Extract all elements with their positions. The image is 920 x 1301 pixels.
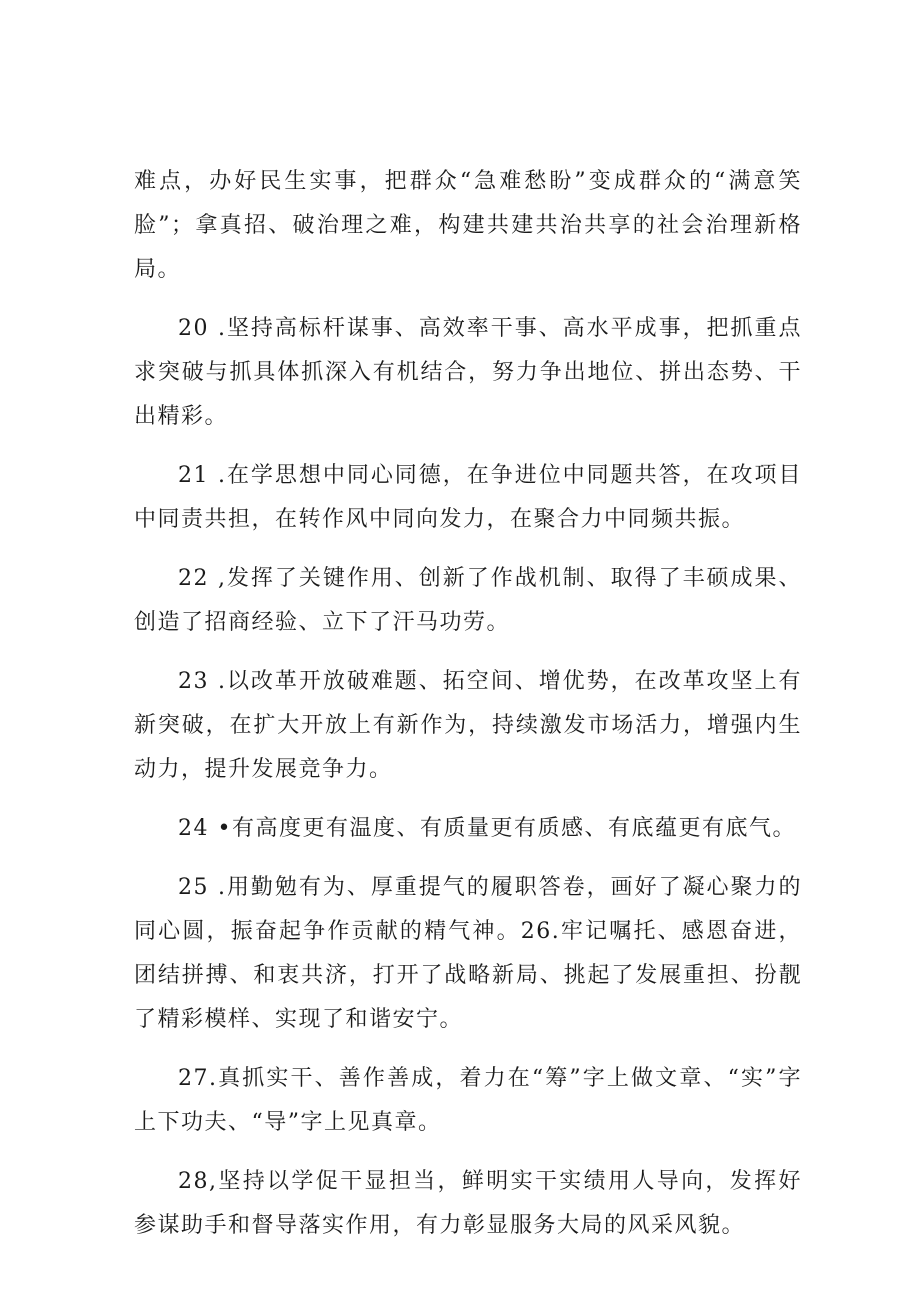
paragraph-item-27: 27.真抓实干、善作善成，着力在“筹”字上做文章、“实”字上下功夫、“导”字上见真章。	[134, 1066, 802, 1135]
paragraph-item-21: 21 .在学思想中同心同德，在争进位中同题共答，在攻项目中同责共担，在转作风中同向发力，在聚合力中同频共振。	[134, 463, 802, 532]
paragraph-item-23: 23 .以改革开放破难题、拓空间、增优势，在改革攻坚上有新突破，在扩大开放上有新作为，持续激发市场活力，增强内生动力，提升发展竞争力。	[134, 669, 802, 782]
paragraph-item-24: 24 •有高度更有温度、有质量更有质感、有底蕴更有底气。	[178, 816, 796, 841]
paragraph-item-20: 20 .坚持高标杆谋事、高效率干事、高水平成事，把抓重点求突破与抓具体抓深入有机结合，努力争出地位、拼出态势、干出精彩。	[134, 316, 802, 429]
paragraph-item-28: 28,坚持以学促干显担当，鲜明实干实绩用人导向，发挥好参谋助手和督导落实作用，有力彰显服务大局的风采风貌。	[134, 1169, 802, 1238]
paragraph-item-25-26: 25 .用勤勉有为、厚重提气的履职答卷，画好了凝心聚力的同心圆，振奋起争作贡献的精气神。26.牢记嘱托、感恩奋进，团结拼搏、和衷共济，打开了战略新局、挑起了发展重担、扮靓了精彩模样、实现了和谐安宁。	[134, 875, 802, 1032]
document-body	[134, 160, 802, 1263]
paragraph-item-22: 22 ,发挥了关键作用、创新了作战机制、取得了丰硕成果、创造了招商经验、立下了汗马功劳。	[134, 566, 802, 635]
paragraph-continuation: 难点，办好民生实事，把群众“急难愁盼”变成群众的“满意笑脸”；拿真招、破治理之难，构建共建共治共享的社会治理新格局。	[134, 169, 802, 282]
